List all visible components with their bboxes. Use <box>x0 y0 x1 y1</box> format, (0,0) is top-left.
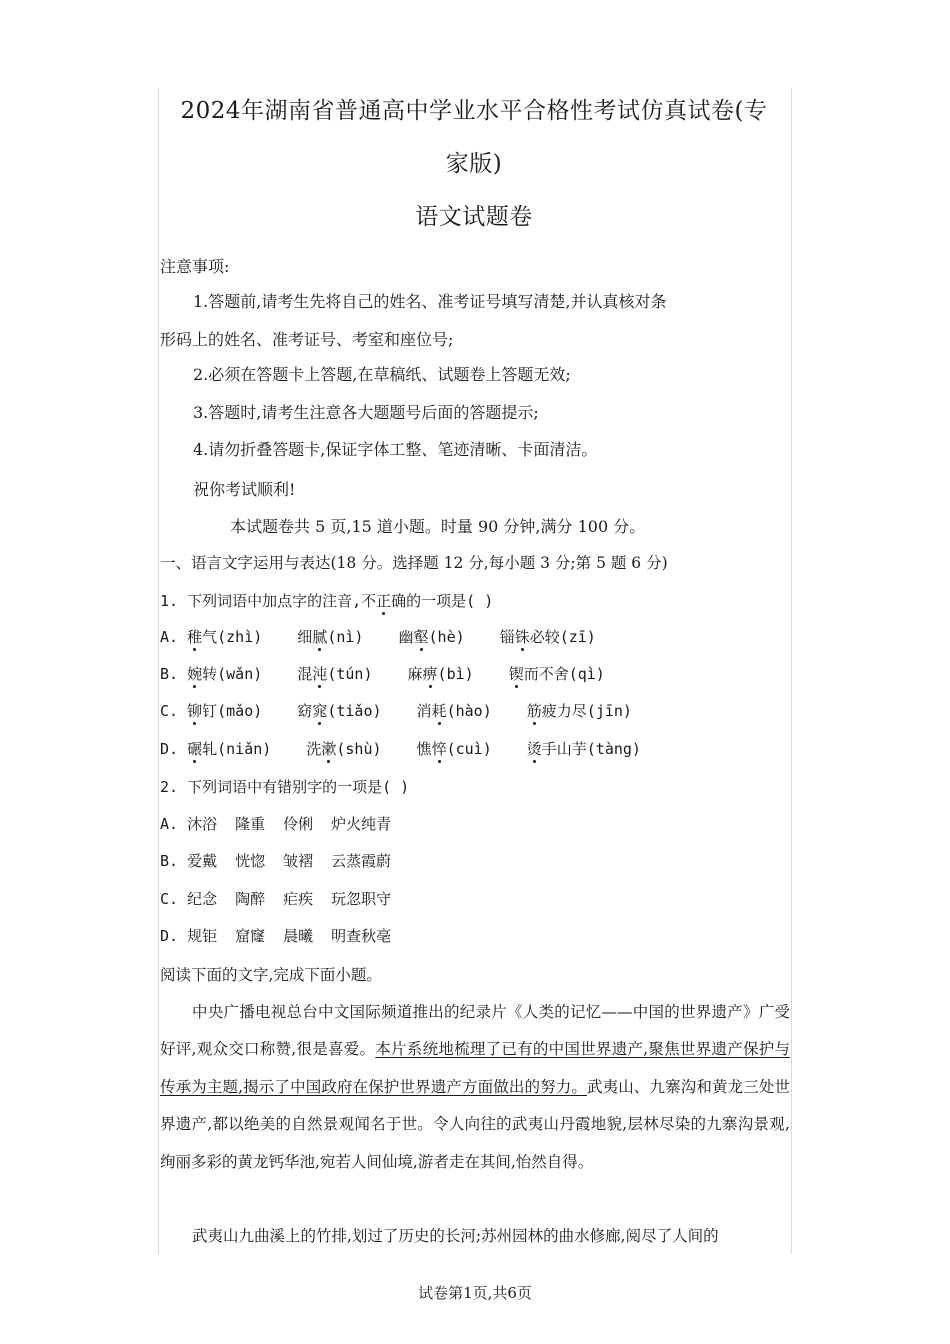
q1-option-b: B. 婉转(wǎn) 混沌(tún) 麻痹(bì) 锲而不舍(qì) <box>160 665 605 683</box>
page-footer: 试卷第1页,共6页 <box>418 1284 532 1302</box>
underlined-sentence: 本片系统地梳理了已有的中国世界遗产,聚焦世界遗产保护与传承为主题,揭示了中国政府在保护世界遗产方面做出的努力。 <box>160 1040 790 1096</box>
section1-heading: 一、语言文字运用与表达(18 分。选择题 12 分,每小题 3 分;第 5 题 6 分) <box>160 554 668 572</box>
notice-wish: 祝你考试顺利! <box>193 480 296 499</box>
q1-stem: 1. 下列词语中加点字的注音,不正确的一项是( ) <box>160 592 494 610</box>
q2-option-c: C. 纪念 陶醉 疟疾 玩忽职守 <box>160 890 392 908</box>
q2-option-a: A. 沐浴 隆重 伶俐 炉火纯青 <box>160 815 392 833</box>
notice-item-1a: 1.答题前,请考生先将自己的姓名、准考证号填写清楚,并认真核对条 <box>193 292 667 311</box>
q1-option-a: A. 稚气(zhì) 细腻(nì) 幽壑(hè) 锱铢必较(zī) <box>160 628 596 646</box>
notice-item-4: 4.请勿折叠答题卡,保证字体工整、笔迹清晰、卡面清洁。 <box>193 440 598 459</box>
reading-paragraph-2: 武夷山九曲溪上的竹排,划过了历史的长河;苏州园林的曲水修廊,阅尽了人间的 <box>192 1227 719 1245</box>
q1-option-c: C. 铆钉(mǎo) 窈窕(tiǎo) 消耗(hào) 筋疲力尽(jīn) <box>160 702 632 720</box>
exam-summary: 本试题卷共 5 页,15 道小题。时量 90 分钟,满分 100 分。 <box>230 517 646 536</box>
notice-item-2: 2.必须在答题卡上答题,在草稿纸、试题卷上答题无效; <box>193 365 571 384</box>
q1-stem-dotted: 不正确 <box>361 592 407 610</box>
q2-stem: 2. 下列词语中有错别字的一项是( ) <box>160 778 410 796</box>
exam-title-line1: 2024年湖南省普通高中学业水平合格性考试仿真试卷(专 <box>180 98 768 124</box>
reading-intro: 阅读下面的文字,完成下面小题。 <box>160 966 382 984</box>
q2-option-d: D. 规钜 窟窿 晨曦 明查秋亳 <box>160 927 392 945</box>
q2-option-b: B. 爱戴 恍惚 皱褶 云蒸霞蔚 <box>160 852 392 870</box>
notice-item-3: 3.答题时,请考生注意各大题题号后面的答题提示; <box>193 403 539 422</box>
notice-item-1b: 形码上的姓名、准考证号、考室和座位号; <box>160 330 454 349</box>
exam-subtitle: 语文试题卷 <box>415 204 533 230</box>
exam-title-line2: 家版) <box>445 151 503 177</box>
reading-paragraph-1: 中央广播电视总台中文国际频道推出的纪录片《人类的记忆——中国的世界遗产》广受好评,观众交口称赞,很是喜爱。本片系统地梳理了已有的中国世界遗产,聚焦世界遗产保护与传承为主题,揭示了中国政府在保护世界遗产方面做出的努力。武夷山、九寨沟和黄龙三处世界遗产,都以绝美的自然景观闻名于世。令人向往的武夷山丹霞地貌,层林尽染的九寨沟景观,绚丽多彩的黄龙钙华池,宛若人间仙境,游者走在其间,怡然自得。 <box>160 1003 790 1171</box>
notice-heading: 注意事项: <box>160 257 230 276</box>
q1-option-d: D. 碾轧(niǎn) 洗漱(shù) 憔悴(cuì) 烫手山芋(tàng) <box>160 740 641 758</box>
